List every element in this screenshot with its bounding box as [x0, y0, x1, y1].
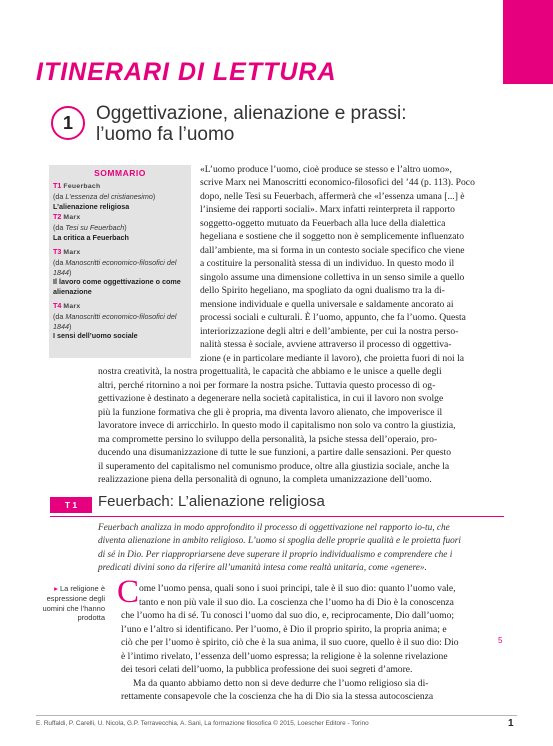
body-line: gettivazione è destinato a degenerare nella società capitalistica, in cui il lavoro non svolge [98, 393, 444, 404]
summary-item-source-close: ) [152, 191, 156, 201]
text-tag-badge: T 1 [50, 497, 92, 513]
chapter-title-line: l’uomo fa l’uomo [96, 124, 235, 145]
summary-item-source-open: (da [53, 191, 66, 201]
margin-note-text: La religione è espressione degli uomini che l’hanno prodotta [42, 584, 105, 623]
body-line: più la funzione formativa che gli è propria, ma diventa lavoro alienato, che impoverisce il [98, 407, 443, 418]
summary-heading: SOMMARIO [94, 168, 146, 178]
summary-item-source-close: ) [69, 267, 72, 277]
summary-item-source-open: (da [53, 311, 66, 321]
summary-item-code: T1 [53, 181, 62, 190]
summary-item-source-open: (da [53, 222, 66, 232]
text-line: l’uno e l’altro si identificano. Per l’uomo, è Dio il proprio spirito, la propria anima; e [121, 624, 447, 635]
body-line: lavoratore invece di arricchirlo. In questo modo il capitalismo non solo va contro la giustizia, [98, 420, 456, 431]
page-number: 1 [508, 718, 514, 729]
body-line: il superamento del capitalismo nel comunismo produce, oltre alla giustizia sociale, anche la [98, 461, 450, 472]
body-line: mensione individuale e quella universale e saldamente ancorato ai [200, 299, 454, 310]
summary-item-source-close: ) [69, 321, 72, 331]
drop-cap: C [117, 574, 140, 610]
body-line: altri, perché ritornino a noi per formare la nostra psiche. Tuttavia questo processo di og- [98, 380, 436, 391]
body-line: dall’ambiente, ma si forma in un contesto sociale specifico che viene [200, 245, 465, 256]
summary-item-source: Manoscritti economico-filosofici del 1844 [53, 311, 177, 331]
summary-item[interactable] [53, 247, 187, 297]
body-line: hegeliana e sostiene che il soggetto non è semplicemente influenzato [200, 231, 465, 242]
summary-item-source: Tesi su Feuerbach [65, 222, 125, 232]
section-title: ITINERARI DI LETTURA [36, 58, 337, 86]
summary-item-author: Marx [63, 303, 81, 310]
text-line: Ma da quanto abbiamo detto non si deve dedurre che l’uomo religioso sia di- [133, 678, 429, 689]
summary-item-source: Manoscritti economico-filosofici del 1844 [53, 257, 177, 277]
summary-item-title: L’alienazione religiosa [53, 201, 130, 211]
summary-item-author: Feuerbach [63, 183, 101, 190]
text-line: ciò che per l’uomo è spirito, ciò che è la sua anima, il suo cuore, quello è il suo dio: Dio [121, 637, 459, 648]
title-rule [50, 516, 504, 517]
intro-line: diventa alienazione in ambito religioso. L’uomo si spoglia delle proprie qualità e le proietta fuori [98, 536, 461, 546]
body-line: a costituire la personalità stessa di un individuo. In questo modo il [200, 258, 455, 269]
summary-item[interactable] [53, 212, 187, 242]
text-line: tanto e non più vale il suo dio. La coscienza che l’uomo ha di Dio è la conoscenza [139, 597, 454, 608]
text-line: dei tesori celati dell’uomo, la pubblica professione dei suoi segreti d’amore. [121, 664, 413, 675]
summary-item-code: T3 [53, 247, 62, 256]
body-line: soggetto-oggetto mutuato da Feuerbach alla luce della dialettica [200, 218, 446, 229]
summary-item-source-open: (da [53, 257, 66, 267]
summary-item-code: T2 [53, 212, 62, 221]
body-line: singolo assume una dimensione collettiva in un senso simile a quello [200, 272, 465, 283]
body-line: dello Spirito hegeliano, ma spogliato da ogni dualismo tra la di- [200, 285, 445, 296]
body-line: dopo, nelle Tesi su Feuerbach, affermerà che «l’essenza umana [...] è [200, 191, 465, 202]
summary-item[interactable] [53, 301, 187, 341]
decorative-pink-block [503, 0, 553, 84]
line-number: 5 [498, 636, 503, 645]
summary-item-code: T4 [53, 301, 62, 310]
text-line: ome l’uomo pensa, quali sono i suoi principi, tale è il suo dio: quanto l’uomo vale, [139, 583, 456, 594]
body-line: interiorizzazione degli altri e dell’ambiente, per cui la nostra perso- [200, 326, 459, 337]
intro-line: Feuerbach analizza in modo approfondito il processo di oggettivazione nel rapporto io-tu, che [98, 523, 450, 533]
summary-item-author: Marx [63, 214, 81, 221]
text-line: rettamente consapevole che la coscienza che ha di Dio sia la stessa autocoscienza [121, 691, 434, 702]
chapter-title [96, 103, 407, 145]
body-line: realizzazione piena della personalità di ognuno, la completa umanizzazione dell’uomo. [98, 474, 432, 485]
summary-item-source-close: ) [124, 222, 127, 232]
summary-item-title: I sensi dell’uomo sociale [53, 331, 138, 341]
body-line: zione (e in particolare mediante il lavoro), che proietta fuori di noi la [200, 353, 464, 364]
intro-line: predicati divini sono da riferire all’umanità intesa come realtà unitaria, come «genere». [98, 563, 427, 573]
chapter-number-badge: 1 [51, 106, 85, 140]
summary-item-title: La critica a Feuerbach [53, 232, 129, 242]
text-line: è l’intimo rivelato, l’essenza dell’uomo espressa; la religione è la solenne rivelazione [121, 651, 448, 662]
body-line: nalità stessa è sociale, avviene attraverso il processo di oggettiva- [200, 339, 452, 350]
body-line: processi sociali e culturali. È l’uomo, appunto, che fa l’uomo. Questa [200, 312, 466, 323]
body-line: l’insieme dei rapporti sociali». Marx infatti reinterpreta il rapporto [200, 204, 455, 215]
footer-rule [36, 715, 517, 716]
margin-note [35, 584, 105, 623]
body-line: «L’uomo produce l’uomo, cioè produce se stesso e l’altro uomo», [200, 164, 452, 175]
text-title: Feuerbach: L’alienazione religiosa [98, 493, 325, 510]
body-line: ducendo una disumanizzazione di tutte le sue funzioni, a partire dalle sensazioni. Per questo [98, 447, 451, 458]
body-line: scrive Marx nei Manoscritti economico-filosofici del ’44 (p. 113). Poco [200, 177, 475, 188]
arrow-right-icon: ▸ [54, 584, 58, 593]
summary-item-author: Marx [63, 249, 81, 256]
chapter-title-line: Oggettivazione, alienazione e prassi: [96, 103, 407, 124]
summary-item[interactable] [53, 181, 187, 211]
footer-credits: E. Ruffaldi, P. Carelli, U. Nicola, G.P. Terravecchia, A. Sani, La formazione filosofica © 2015, Loescher Editore - Torino [36, 720, 369, 727]
intro-line: di sé in Dio. Per riappropriarsene deve superare il proprio individualismo e comprendere che i [98, 550, 453, 560]
body-line: ma compromette persino lo sviluppo della personalità, la psiche stessa dell’operaio, pro- [98, 434, 438, 445]
summary-item-title: Il lavoro come oggettivazione o come alienazione [53, 277, 181, 297]
body-line: nostra creatività, la nostra progettualità, le capacità che abbiamo e le unisce a quelle degli [98, 366, 442, 377]
summary-item-source: L’essenza del cristianesimo [65, 191, 153, 201]
text-line: che l’uomo ha di sé. Tu conosci l’uomo dal suo dio, e, reciprocamente, Dio dall’uomo; [121, 610, 455, 621]
